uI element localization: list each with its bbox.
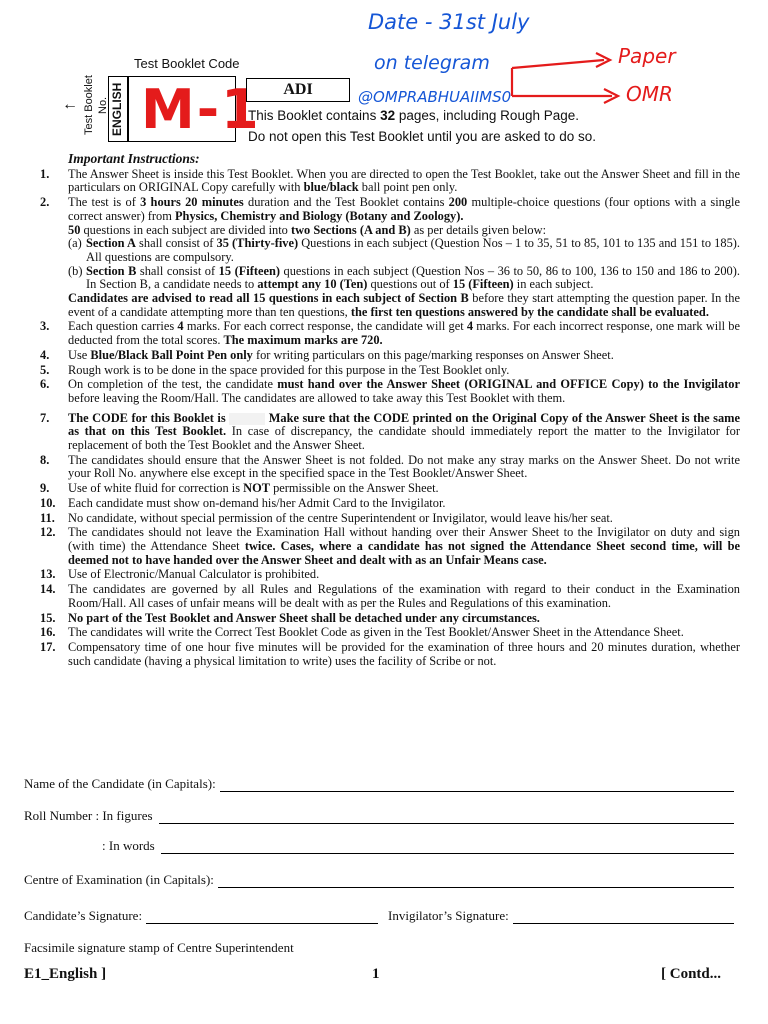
- handwritten-omr-note: OMR: [626, 82, 673, 106]
- invigilator-signature-label: Invigilator’s Signature:: [388, 908, 509, 923]
- instruction-item: 6. On completion of the test, the candidate must hand over the Answer Sheet (ORIGINAL and OFFICE Copy) to the Invigilator before leaving the Room/Hall. The candidates are allowed to take away this Test Booklet with them.: [40, 377, 740, 405]
- handwritten-telegram-note: on telegram: [374, 52, 490, 74]
- roll-figures-row: [24, 808, 734, 824]
- candidate-name-label: Name of the Candidate (in Capitals):: [24, 776, 216, 791]
- centre-field[interactable]: [218, 874, 734, 888]
- test-booklet-no-label: Test Booklet No.: [83, 75, 109, 135]
- candidate-name-field[interactable]: [220, 778, 734, 792]
- handwritten-arrows: [0, 0, 768, 130]
- instruction-item: 16. The candidates will write the Correct Test Booklet Code as given in the Test Booklet/Answer Sheet in the Attendance Sheet.: [40, 625, 684, 640]
- handwritten-paper-note: Paper: [618, 44, 676, 68]
- left-arrow-icon: ←: [62, 96, 78, 113]
- footer-booklet-id: E1_English ]: [24, 966, 107, 982]
- instruction-item: 1. The Answer Sheet is inside this Test Booklet. When you are directed to open the Test Booklet, take out the Answer Sheet and fill in the particulars on ORIGINAL Copy carefully with blue/black ball point pen only.: [40, 166, 740, 195]
- instruction-item: 13. Use of Electronic/Manual Calculator is prohibited.: [40, 567, 320, 582]
- centre-label: Centre of Examination (in Capitals):: [24, 872, 214, 887]
- instruction-item: 4. Use Blue/Black Ball Point Pen only for writing particulars on this page/marking responses on Answer Sheet.: [40, 347, 614, 362]
- stamp-label: Facsimile signature stamp of Centre Superintendent: [24, 940, 294, 955]
- candidate-signature-field[interactable]: [146, 910, 378, 924]
- instruction-item: 11. No candidate, without special permission of the centre Superintendent or Invigilator, would leave his/her seat.: [40, 510, 613, 525]
- candidate-signature-label: Candidate’s Signature:: [24, 908, 143, 923]
- instruction-item: 7. The CODE for this Booklet is Make sure that the CODE printed on the Original Copy of the Answer Sheet is the same as that on this Test Booklet. In case of discrepancy, the candidate should immediately report the matter to the Invigilator for replacement of both the Test Booklet and the Answer Sheet.: [40, 410, 740, 453]
- instruction-item: 3. Each question carries 4 marks. For each correct response, the candidate will get 4 marks. For each incorrect response, one mark will be deducted from the total scores. The maximum marks are 720.: [40, 319, 741, 348]
- centre-row: [24, 872, 734, 888]
- language-label: ENGLISH: [110, 82, 124, 136]
- series-code-box: ADI: [246, 78, 350, 102]
- instruction-item: 9. Use of white fluid for correction is NOT permissible on the Answer Sheet.: [40, 481, 439, 496]
- footer-continued: [ Contd...: [661, 966, 722, 982]
- roll-words-field[interactable]: [161, 840, 734, 854]
- candidate-signature-row: [24, 908, 378, 924]
- invigilator-signature-row: [388, 908, 734, 924]
- roll-figures-label: Roll Number : In figures: [24, 808, 153, 823]
- stamp-row: [24, 940, 734, 956]
- handwritten-date-note: Date - 31st July: [368, 10, 530, 34]
- instruction-item: 10. Each candidate must show on-demand his/her Admit Card to the Invigilator.: [40, 495, 446, 510]
- do-not-open-notice: Do not open this Test Booklet until you are asked to do so.: [248, 129, 596, 144]
- section-a-detail: (a) Section A shall consist of 35 (Thirty-five) Questions in each subject (Question Nos – 1 to 35, 51 to 85, 101 to 135 and 151 to 185). All questions are compulsory.: [68, 236, 740, 264]
- instructions-section: [40, 152, 740, 669]
- pages-info: This Booklet contains 32 pages, including Rough Page.: [248, 108, 579, 123]
- booklet-code-label: Test Booklet Code: [134, 56, 240, 71]
- candidate-name-row: [24, 776, 734, 792]
- section-b-detail: (b) Section B shall consist of 15 (Fifteen) questions in each subject (Question Nos – 36 to 50, 86 to 100, 136 to 150 and 186 to 200). In Section B, a candidate needs to attempt any 10 (Ten) questions out of 15 (Fifteen) in each subject.: [68, 263, 740, 292]
- instructions-title: Important Instructions:: [68, 151, 200, 166]
- page-number: 1: [372, 966, 380, 982]
- instruction-item: 12. The candidates should not leave the Examination Hall without handing over their Answer Sheet to the Invigilator on duty and sign (with time) the Attendance Sheet twice. Cases, where a candidate has not signed the Attendance Sheet second time, will be deemed not to have handed over the Answer Sheet and dealt with as an Unfair Means case.: [40, 525, 740, 567]
- instruction-item: 15. No part of the Test Booklet and Answer Sheet shall be detached under any circumstances.: [40, 610, 540, 625]
- section-b-advice: Candidates are advised to read all 15 questions in each subject of Section B before they start attempting the question paper. In the event of a candidate attempting more than ten questions, the first ten questions answered by the candidate shall be evaluated.: [68, 291, 740, 319]
- roll-words-row: [102, 838, 734, 854]
- roll-words-label: : In words: [102, 838, 155, 853]
- invigilator-signature-field[interactable]: [513, 910, 734, 924]
- instruction-item: 8. The candidates should ensure that the Answer Sheet is not folded. Do not make any stray marks on the Answer Sheet. Do not write your Roll No. anywhere else except in the specified space in the Test Booklet/Answer Sheet.: [40, 452, 740, 481]
- instruction-item: 5. Rough work is to be done in the space provided for this purpose in the Test Booklet only.: [40, 362, 510, 377]
- handwritten-booklet-code: M-1: [141, 78, 261, 141]
- instruction-item: 2. The test is of 3 hours 20 minutes duration and the Test Booklet contains 200 multiple-choice questions (four options with a single correct answer) from Physics, Chemistry and Biology (Botany and Zoology). 50 questions in each subject are divided into two Sections (A and B) as per details given below: (a) Section A shall consist of 35 (Thirty-five) Questions in each subject (Question Nos – 1 to 35, 51 to 85, 101 to 135 and 151 to 185). All questions are compulsory. (b) Section B shall consist of 15 (Fifteen) questions in each subject (Question Nos – 36 to 50, 86 to 100, 136 to 150 and 186 to 200). In Section B, a candidate needs to attempt any 10 (Ten) questions out of 15 (Fifteen) in each subject. Candidates are advised to read all 15 questions in each subject of Section B before they start attempting the question paper. In the event of a candidate attempting more than ten questions, the first ten questions answered by the candidate shall be evaluated.: [40, 195, 741, 319]
- handwritten-handle-note: @OMPRABHUAIIMS0: [358, 88, 512, 106]
- header: [0, 0, 768, 155]
- roll-figures-field[interactable]: [159, 810, 734, 824]
- instruction-item: 14. The candidates are governed by all Rules and Regulations of the examination with regard to their conduct in the Examination Room/Hall. All cases of unfair means will be dealt with as per the Rules and Regulations of this examination.: [40, 582, 740, 610]
- code-blank: [229, 413, 265, 425]
- instruction-item: 17. Compensatory time of one hour five minutes will be provided for the examination of three hours and 20 minutes duration, whether such candidate (having a physical limitation to write) uses the facility of Scribe or not.: [40, 639, 740, 668]
